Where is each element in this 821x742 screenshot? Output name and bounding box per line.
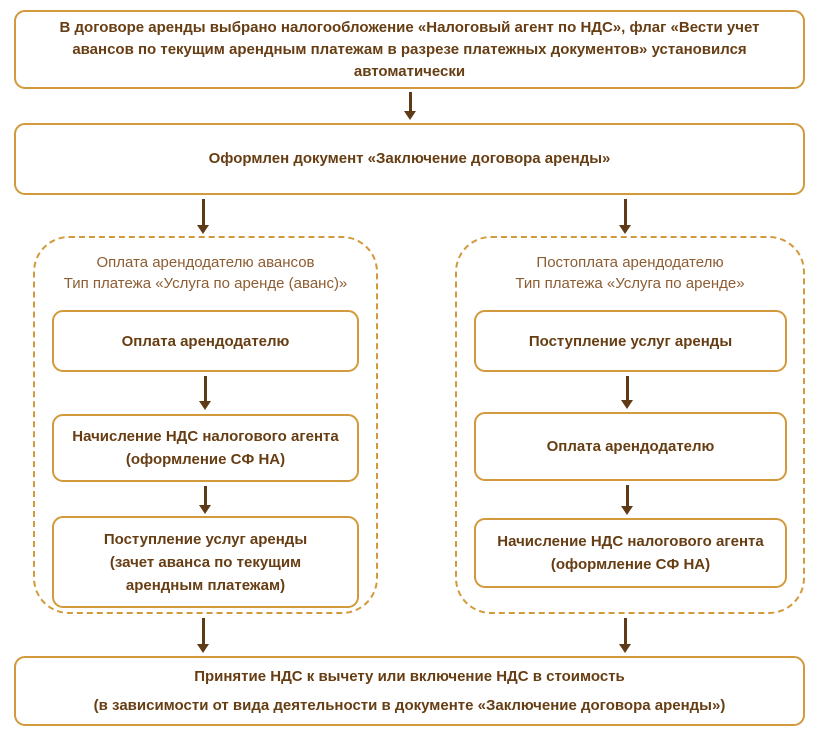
left-step-services-receipt-box (52, 516, 359, 608)
right-branch-header-line1: Постоплата арендодателю (536, 254, 724, 271)
right-branch-header-line2: Тип платежа «Услуга по аренде» (515, 275, 745, 292)
result-box-line1: Принятие НДС к вычету или включение НДС в стоимость (194, 668, 625, 685)
right-step-vat-accrual-text: Начисление НДС налогового агента (оформление СФ НА) (497, 533, 764, 573)
left-step-vat-accrual-box (52, 414, 359, 482)
left-branch-header (35, 252, 376, 294)
title-box (14, 10, 805, 89)
arrow-down-icon (197, 618, 209, 653)
right-step-vat-accrual-box (474, 518, 787, 588)
arrow-down-icon (619, 199, 631, 234)
right-step-services-receipt-text: Поступление услуг аренды (528, 332, 733, 350)
arrow-down-icon (619, 618, 631, 653)
right-step-services-receipt-box (474, 310, 787, 372)
right-step-payment-box (474, 412, 787, 481)
left-step-vat-accrual-text: Начисление НДС налогового агента (оформление СФ НА) (72, 428, 339, 468)
left-step-services-receipt-text: Поступление услуг аренды (зачет аванса по текущим арендным платежам) (103, 530, 308, 594)
arrow-down-icon (621, 376, 633, 409)
right-branch-header (457, 252, 803, 294)
title-box-text: В договоре аренды выбрано налогообложение «Налоговый агент по НДС», флаг «Вести учет авансов по текущим арендным платежам в разрезе платежных документов» установился автоматически (59, 18, 760, 80)
left-branch-header-line1: Оплата арендодателю авансов (96, 254, 315, 271)
result-box (14, 656, 805, 726)
arrow-down-icon (404, 92, 416, 120)
result-box-line2: (в зависимости от вида деятельности в документе «Заключение договора аренды») (93, 697, 726, 714)
left-branch-header-line2: Тип платежа «Услуга по аренде (аванс)» (63, 275, 348, 292)
arrow-down-icon (197, 199, 209, 234)
document-box (14, 123, 805, 195)
arrow-down-icon (621, 485, 633, 515)
arrow-down-icon (199, 486, 211, 514)
left-step-payment-box (52, 310, 359, 372)
right-step-payment-text: Оплата арендодателю (546, 438, 715, 455)
arrow-down-icon (199, 376, 211, 410)
left-step-payment-text: Оплата арендодателю (121, 332, 290, 350)
document-box-text: Оформлен документ «Заключение договора аренды» (208, 150, 611, 167)
